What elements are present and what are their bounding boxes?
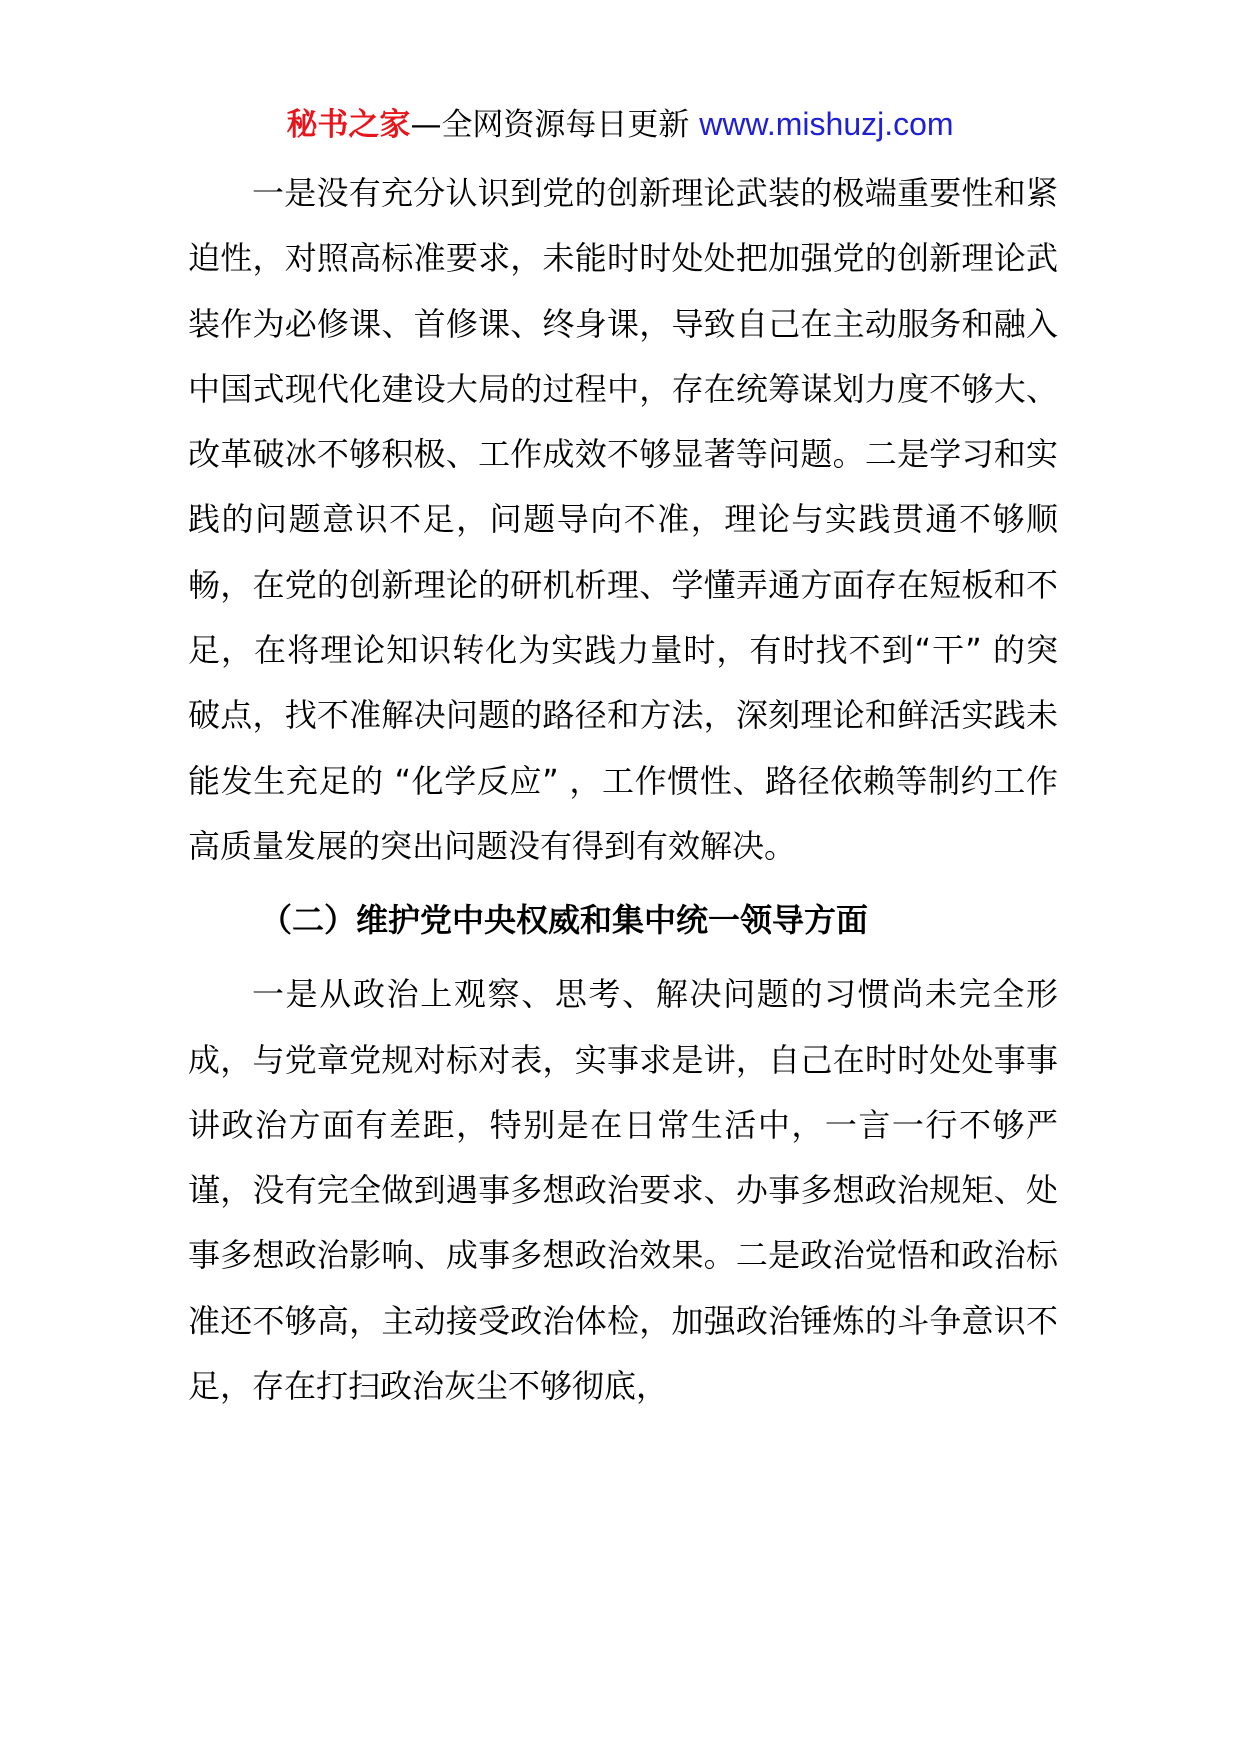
site-url-link[interactable]: www.mishuzj.com	[699, 106, 954, 142]
section-heading-2: （二）维护党中央权威和集中统一领导方面	[260, 901, 869, 940]
site-tagline: —全网资源每日更新	[410, 107, 700, 143]
site-brand: 秘书之家	[286, 107, 411, 143]
body-paragraph-1: 一是没有充分认识到党的创新理论武装的极端重要性和紧迫性，对照高标准要求，未能时时处处把加强党的创新理论武装作为必修课、首修课、终身课，导致自己在主动服务和融入中国式现代化建设大局的过程中，存在统筹谋划力度不够大、改革破冰不够积极、工作成效不够显著等问题。二是学习和实践的问题意识不足，问题导向不准，理论与实践贯通不够顺畅，在党的创新理论的研机析理、学懂弄通方面存在短板和不足，在将理论知识转化为实践力量时，有时找不到“干” 的突破点，找不准解决问题的路径和方法，深刻理论和鲜活实践未能发生充足的 “化学反应” ，工作惯性、路径依赖等制约工作高质量发展的突出问题没有得到有效解决。	[188, 174, 1058, 865]
body-paragraph-2: 一是从政治上观察、思考、解决问题的习惯尚未完全形成，与党章党规对标对表，实事求是讲，自己在时时处处事事讲政治方面有差距，特别是在日常生活中，一言一行不够严谨，没有完全做到遇事多想政治要求、办事多想政治规矩、处事多想政治影响、成事多想政治效果。二是政治觉悟和政治标准还不够高，主动接受政治体检，加强政治锤炼的斗争意识不足，存在打扫政治灰尘不够彻底，	[188, 975, 1058, 1406]
site-banner	[0, 102, 1240, 147]
document-body	[188, 161, 1058, 1419]
